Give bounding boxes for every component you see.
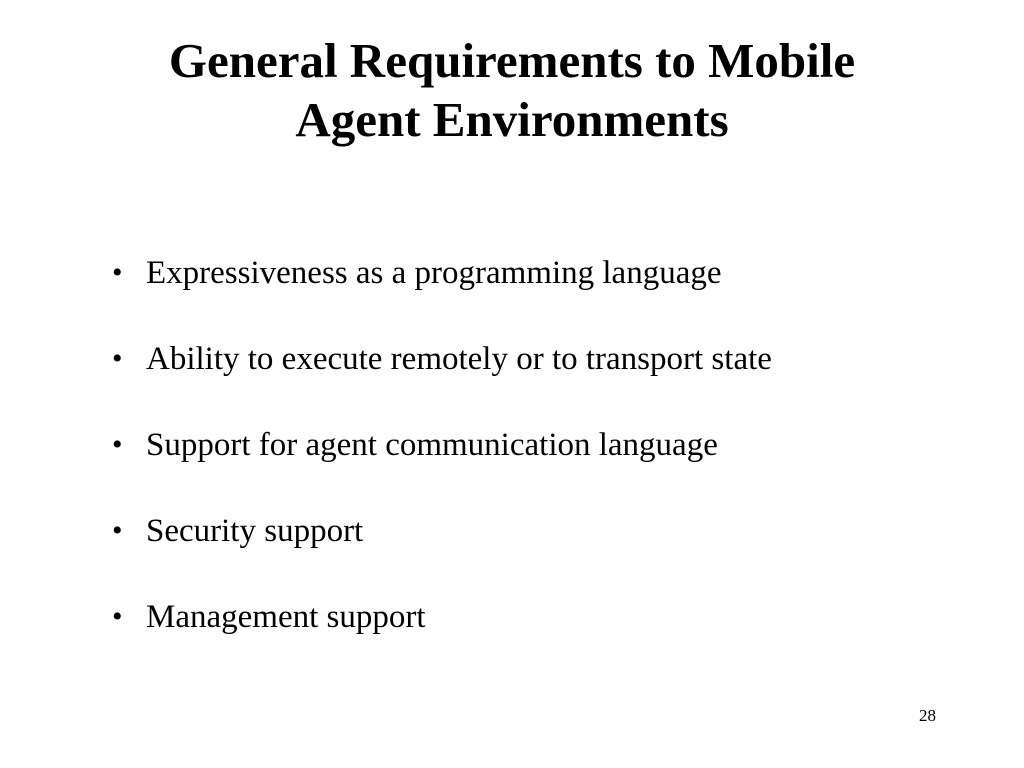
page-number: 28 — [919, 706, 936, 725]
bullet-icon: • — [112, 428, 123, 461]
bullet-list — [112, 249, 992, 679]
bullet-text: Ability to execute remotely or to transport state — [146, 341, 772, 377]
bullet-icon: • — [112, 514, 123, 547]
slide-title-line-1: General Requirements to Mobile — [168, 33, 856, 88]
bullet-item-communication-language — [112, 421, 992, 507]
bullet-item-security — [112, 507, 992, 593]
bullet-icon: • — [112, 342, 123, 375]
bullet-text: Expressiveness as a programming language — [146, 255, 722, 291]
bullet-text: Support for agent communication language — [146, 427, 718, 463]
bullet-item-remote-execution — [112, 335, 992, 421]
bullet-icon: • — [112, 256, 123, 289]
bullet-icon: • — [112, 600, 123, 633]
slide-title-line-2: Agent Environments — [295, 92, 729, 147]
bullet-text: Security support — [146, 513, 364, 549]
bullet-text: Management support — [146, 599, 426, 635]
bullet-item-management — [112, 593, 992, 679]
bullet-item-expressiveness — [112, 249, 992, 335]
slide-title — [0, 31, 1024, 149]
